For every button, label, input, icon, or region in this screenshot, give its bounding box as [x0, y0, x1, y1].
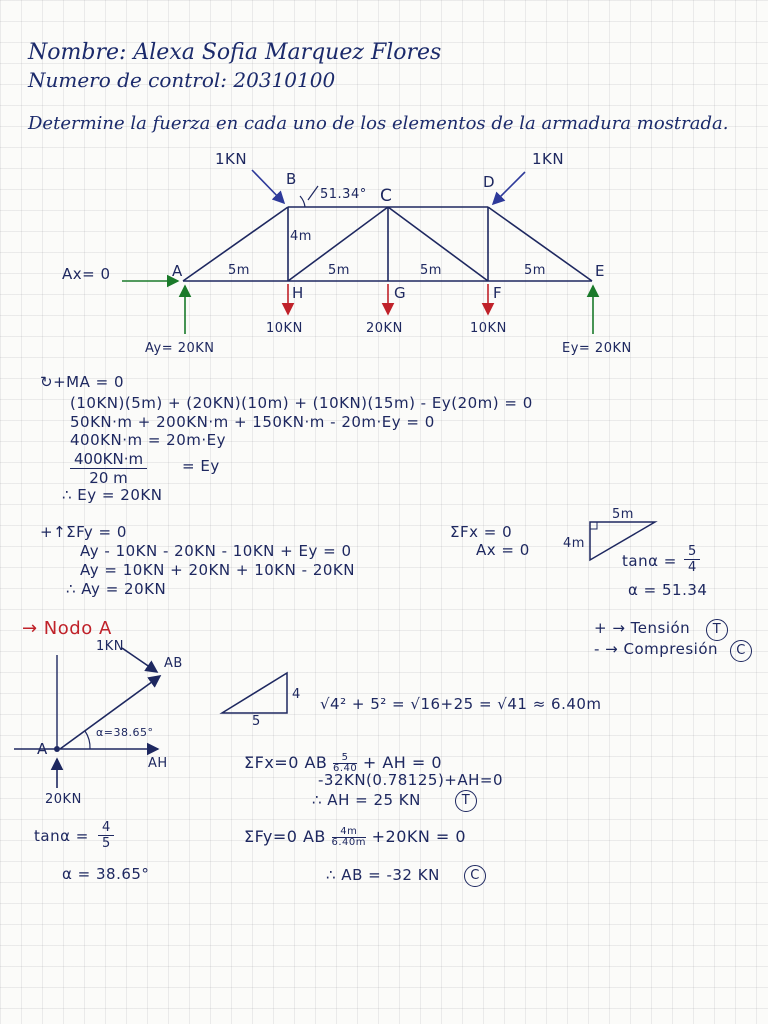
tri2-hypotenuse: √4² + 5² = √16+25 = √41 ≈ 6.40m: [320, 695, 602, 713]
ah-tension-mark: T: [455, 790, 477, 812]
eq-fx-3: ∴ AH = 25 KN: [312, 791, 421, 809]
moment-line-2: 50KN·m + 200KN·m + 150KN·m - 20m·Ey = 0: [70, 413, 435, 431]
ab-compression-mark: C: [464, 865, 486, 887]
load-d-label: 1KN: [532, 150, 565, 168]
tri1-tan: tanα =: [622, 552, 677, 570]
moment-line-3: 400KN·m = 20m·Ey: [70, 431, 226, 449]
fy-title: +↑ΣFy = 0: [40, 523, 127, 541]
legend-compression: - → Compresión: [594, 640, 719, 658]
ey-label: Ey= 20KN: [562, 341, 632, 356]
load-g-label: 20KN: [366, 321, 403, 336]
moment-result: ∴ Ey = 20KN: [62, 486, 163, 504]
tri2-base-label: 5: [252, 714, 261, 729]
tri2-side-label: 4: [292, 687, 301, 702]
height-label: 4m: [290, 229, 312, 244]
angle-label: 51.34°: [320, 187, 367, 202]
load-b-label: 1KN: [215, 150, 248, 168]
nodo-up-label: 20KN: [45, 792, 82, 807]
tri1-alpha: α = 51.34: [628, 581, 708, 599]
moment-line-1: (10KN)(5m) + (20KN)(10m) + (10KN)(15m) - Ey(20m) = 0: [70, 394, 533, 412]
node-d-label: D: [483, 173, 496, 191]
moment-title: ↻+MA = 0: [40, 373, 124, 391]
eq-fx-2: -32KN(0.78125)+AH=0: [318, 771, 504, 789]
node-h-label: H: [292, 284, 304, 302]
legend-tension: + → Tensión: [594, 619, 691, 637]
eq-fy: ΣFy=0 AB $\frac{4m}{6.40m}$ +20KN = 0: [244, 826, 467, 848]
node-c-label: C: [380, 186, 393, 206]
fy-line-1: Ay - 10KN - 20KN - 10KN + Ey = 0: [80, 542, 352, 560]
node-b-label: B: [286, 170, 297, 188]
fx-title: ΣFx = 0: [450, 523, 513, 541]
span-4-label: 5m: [524, 263, 546, 278]
node-e-label: E: [595, 262, 605, 280]
compression-mark: C: [730, 640, 752, 662]
nodo-a-title: → Nodo A: [22, 618, 112, 639]
student-name: Nombre: Alexa Sofia Marquez Flores: [28, 40, 442, 65]
node-f-label: F: [493, 284, 503, 302]
tri1-tan-fraction: $\frac{5}{4}$: [684, 544, 700, 575]
eq-fy-2: ∴ AB = -32 KN: [326, 866, 440, 884]
control-number: Numero de control: 20310100: [28, 68, 336, 92]
nodo-tan-fraction: $\frac{4}{5}$: [98, 820, 114, 851]
span-2-label: 5m: [328, 263, 350, 278]
node-a-label: A: [172, 262, 183, 280]
span-1-label: 5m: [228, 263, 250, 278]
tension-mark: T: [706, 619, 728, 641]
nodo-tan: tanα =: [34, 827, 89, 845]
problem-statement: Determine la fuerza en cada uno de los elementos de la armadura mostrada.: [28, 113, 729, 134]
ay-label: Ay= 20KN: [145, 341, 215, 356]
moment-fraction: $\frac{400KN\cdot m}{20 m}$: [70, 450, 147, 487]
eq-fx: ΣFx=0 AB $\frac{5}{6.40}$ + AH = 0: [244, 752, 443, 774]
tri1-side-label: 4m: [563, 536, 585, 551]
fy-result: ∴ Ay = 20KN: [66, 580, 167, 598]
node-g-label: G: [394, 284, 407, 302]
load-h-label: 10KN: [266, 321, 303, 336]
nodo-a-label: A: [37, 740, 48, 758]
ax-label: Ax= 0: [62, 265, 111, 283]
fx-result: Ax = 0: [476, 541, 530, 559]
moment-fraction-rhs: = Ey: [182, 457, 220, 475]
nodo-ah-label: AH: [148, 756, 168, 771]
tri1-top-label: 5m: [612, 507, 634, 522]
nodo-load-label: 1KN: [96, 639, 125, 654]
load-f-label: 10KN: [470, 321, 507, 336]
nodo-alpha: α = 38.65°: [62, 865, 150, 883]
nodo-ab-label: AB: [164, 656, 183, 671]
fy-line-2: Ay = 10KN + 20KN + 10KN - 20KN: [80, 561, 355, 579]
span-3-label: 5m: [420, 263, 442, 278]
nodo-angle-label: α=38.65°: [96, 726, 154, 739]
